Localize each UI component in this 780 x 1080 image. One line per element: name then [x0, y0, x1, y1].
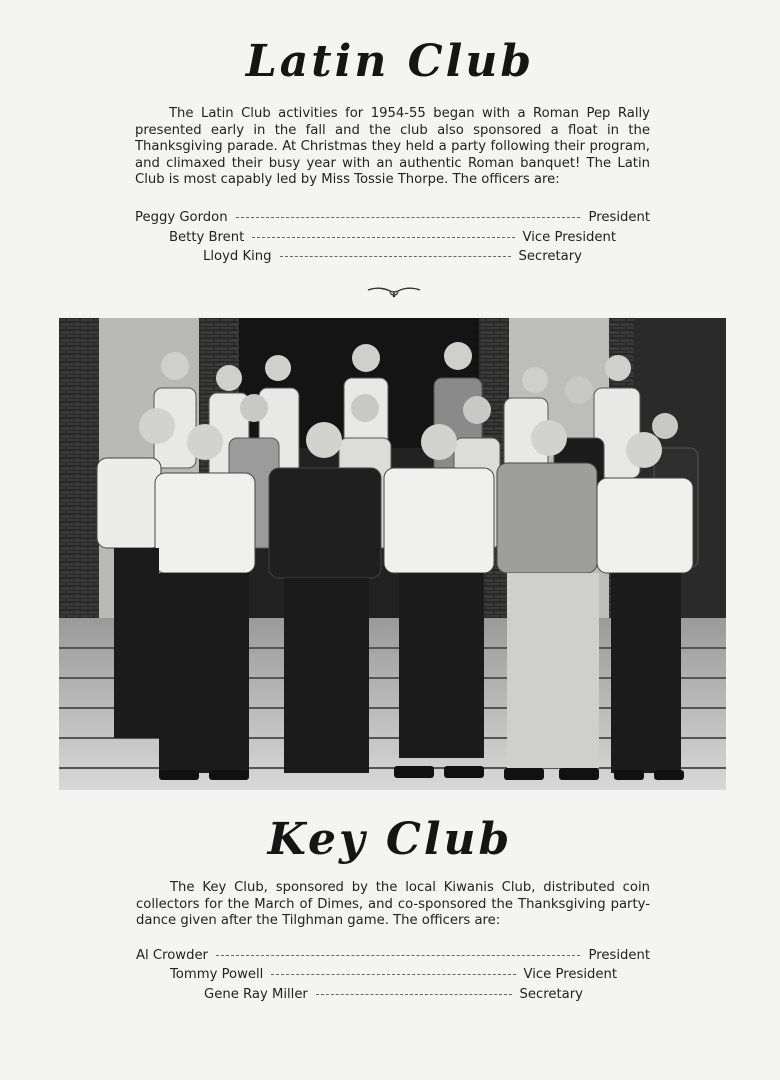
- officer-name: Peggy Gordon: [135, 210, 228, 225]
- key-officer-row-secretary: [204, 987, 583, 1002]
- latin-officer-row-vice-president: [169, 230, 616, 245]
- leader-dashes: [316, 994, 512, 995]
- officer-role: Vice President: [523, 967, 617, 982]
- latin-officer-row-president: [135, 210, 650, 225]
- flourish-ornament-icon: [366, 284, 422, 300]
- officer-name: Al Crowder: [136, 948, 208, 963]
- latin-officer-row-secretary: [203, 249, 582, 264]
- latin-club-title: Latin Club: [245, 36, 535, 87]
- officer-role: Vice President: [522, 230, 616, 245]
- key-club-paragraph-text: The Key Club, sponsored by the local Kiwanis Club, distributed coin collectors for the March of Dimes, and co-sponsored the Thanksgiving party-dance given after the Tilghman game. The officers are:: [136, 880, 650, 928]
- officer-role: President: [588, 948, 650, 963]
- key-club-paragraph: [136, 880, 650, 930]
- key-officer-row-vice-president: [170, 967, 617, 982]
- officer-role: Secretary: [518, 249, 582, 264]
- officer-name: Lloyd King: [203, 249, 272, 264]
- leader-dashes: [271, 974, 515, 975]
- officer-name: Betty Brent: [169, 230, 245, 245]
- officer-role: Secretary: [519, 987, 583, 1002]
- key-club-title: Key Club: [267, 814, 513, 865]
- latin-club-paragraph-text: The Latin Club activities for 1954-55 began with a Roman Pep Rally presented early in the fall and the club also sponsored a float in the Thanksgiving parade. At Christmas they held a party following their program, and climaxed their busy year with an authentic Roman banquet! The Latin Club is most capably led by Miss Tossie Thorpe. The officers are:: [135, 106, 650, 187]
- latin-club-paragraph: [135, 106, 650, 189]
- leader-dashes: [236, 217, 581, 218]
- officer-role: President: [588, 210, 650, 225]
- officer-name: Gene Ray Miller: [204, 987, 308, 1002]
- group-photo-image: [59, 318, 726, 790]
- leader-dashes: [216, 955, 581, 956]
- officer-name: Tommy Powell: [170, 967, 264, 982]
- leader-dashes: [280, 256, 511, 257]
- leader-dashes: [252, 237, 514, 238]
- group-photo: [59, 318, 726, 790]
- key-officer-row-president: [136, 948, 650, 963]
